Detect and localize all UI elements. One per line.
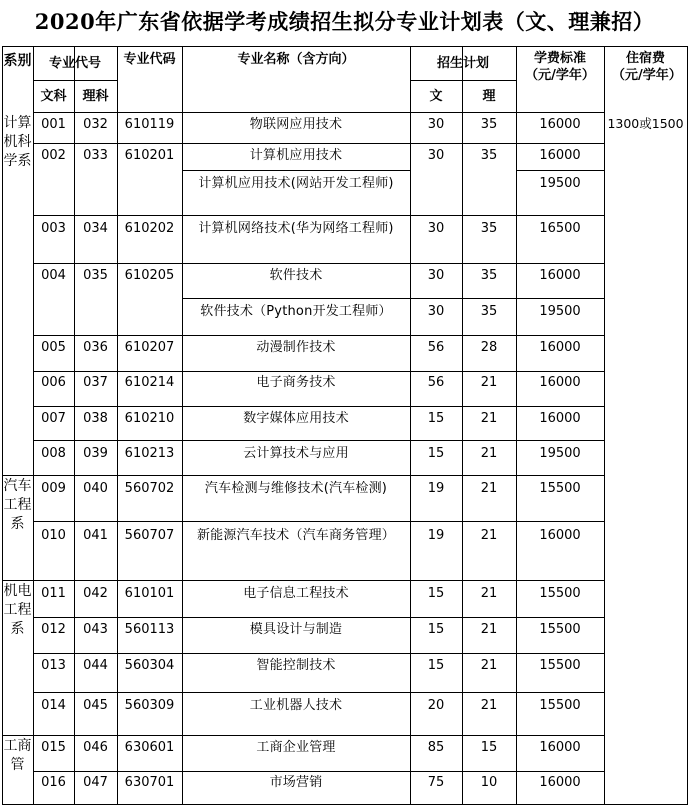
table-cell-like: 044 (83, 658, 108, 673)
header-like: 理科 (82, 88, 109, 104)
table-cell-fee: 16000 (539, 775, 581, 790)
table-cell-plan-li: 35 (480, 221, 498, 236)
table-cell-plan-wen: 19 (427, 481, 445, 496)
table-cell-name: 软件技术 (269, 268, 323, 283)
table-cell-wenke: 003 (41, 221, 66, 236)
table-cell-wenke: 001 (41, 117, 66, 132)
table-cell-wenke: 005 (41, 340, 66, 355)
table-cell-like: 033 (83, 148, 108, 163)
table-cell-name: 市场营销 (269, 775, 323, 790)
table-cell-like: 046 (83, 740, 108, 755)
table-cell-prof-code: 610205 (124, 268, 175, 283)
table-cell-fee: 16000 (539, 117, 581, 132)
table-cell-like: 047 (83, 775, 108, 790)
page-title: 2020年广东省依据学考成绩招生拟分专业计划表（文、理兼招） (34, 9, 655, 34)
table-cell-wenke: 010 (41, 528, 66, 543)
table-cell-plan-wen: 15 (427, 446, 445, 461)
table-cell-plan-wen: 30 (427, 268, 445, 283)
dorm-fee-cell: 1300或1500 (607, 116, 684, 131)
table-cell-wenke: 007 (41, 411, 66, 426)
table-cell-fee: 19500 (539, 304, 581, 319)
table-cell-fee: 16000 (539, 375, 581, 390)
table-cell-prof-code: 630601 (124, 740, 175, 755)
table-border-bottom (2, 804, 688, 805)
table-cell-name: 工业机器人技术 (249, 698, 343, 713)
table-cell-prof-code: 560309 (124, 698, 175, 713)
table-cell-fee: 16000 (539, 148, 581, 163)
table-cell-plan-li: 21 (480, 375, 498, 390)
table-cell-like: 040 (83, 481, 108, 496)
table-cell-fee: 15500 (539, 658, 581, 673)
table-cell-plan-li: 35 (480, 148, 498, 163)
table-cell-name: 模具设计与制造 (249, 622, 343, 637)
header-dorm: 住宿费（元/学年） (612, 51, 682, 83)
table-cell-plan-wen: 75 (427, 775, 445, 790)
table-cell-like: 037 (83, 375, 108, 390)
table-cell-wenke: 009 (41, 481, 66, 496)
header-plan-li: 理 (482, 88, 496, 104)
table-cell-fee: 15500 (539, 586, 581, 601)
table-cell-prof-code: 630701 (124, 775, 175, 790)
table-cell-plan-li: 21 (480, 586, 498, 601)
table-cell-fee: 16000 (539, 411, 581, 426)
header-plan-wen: 文 (429, 88, 443, 104)
table-cell-name: 新能源汽车技术（汽车商务管理） (196, 528, 395, 543)
table-cell-name: 工商企业管理 (256, 740, 336, 755)
table-cell-like: 035 (83, 268, 108, 283)
table-cell-name: 电子商务技术 (256, 375, 336, 390)
table-cell-plan-wen: 15 (427, 411, 445, 426)
table-cell-prof-code: 610201 (124, 148, 175, 163)
table-cell-name: 汽车检测与维修技术(汽车检测) (204, 481, 388, 496)
header-name: 专业名称（含方向） (237, 52, 355, 67)
table-cell-plan-wen: 19 (427, 528, 445, 543)
header-prof-code: 专业代码 (123, 52, 176, 67)
table-cell-prof-code: 610119 (124, 117, 175, 132)
table-cell-name: 软件技术（Python开发工程师） (200, 304, 392, 319)
table-cell-name: 计算机应用技术(网站开发工程师) (198, 176, 394, 191)
column-rule (687, 46, 688, 805)
table-cell-plan-li: 21 (480, 658, 498, 673)
table-cell-like: 034 (83, 221, 108, 236)
table-cell-plan-li: 15 (480, 740, 498, 755)
table-cell-fee: 16000 (539, 740, 581, 755)
table-cell-prof-code: 560304 (124, 658, 175, 673)
table-cell-like: 042 (83, 586, 108, 601)
table-cell-wenke: 002 (41, 148, 66, 163)
table-cell-wenke: 014 (41, 698, 66, 713)
table-cell-plan-wen: 15 (427, 586, 445, 601)
table-cell-fee: 16000 (539, 528, 581, 543)
table-cell-plan-li: 21 (480, 528, 498, 543)
header-major-code: 专业代号 (48, 55, 101, 71)
table-cell-plan-li: 28 (480, 340, 498, 355)
table-cell-plan-wen: 15 (427, 658, 445, 673)
table-cell-plan-li: 21 (480, 622, 498, 637)
table-cell-like: 045 (83, 698, 108, 713)
table-cell-name: 计算机网络技术(华为网络工程师) (198, 221, 394, 236)
table-cell-fee: 15500 (539, 481, 581, 496)
table-cell-plan-wen: 30 (427, 148, 445, 163)
table-cell-like: 036 (83, 340, 108, 355)
header-dept: 系别 (3, 53, 32, 69)
table-cell-name: 数字媒体应用技术 (243, 411, 349, 426)
table-cell-wenke: 012 (41, 622, 66, 637)
table-cell-name: 电子信息工程技术 (243, 586, 349, 601)
table-cell-plan-li: 21 (480, 481, 498, 496)
table-cell-plan-wen: 56 (427, 375, 445, 390)
dept-cell: 工商管 (3, 738, 32, 773)
header-wenke: 文科 (40, 88, 67, 104)
table-cell-like: 038 (83, 411, 108, 426)
table-cell-wenke: 006 (41, 375, 66, 390)
table-cell-plan-li: 35 (480, 117, 498, 132)
table-cell-wenke: 008 (41, 446, 66, 461)
table-cell-plan-li: 35 (480, 304, 498, 319)
table-cell-plan-wen: 30 (427, 304, 445, 319)
table-cell-plan-wen: 30 (427, 221, 445, 236)
table-cell-name: 动漫制作技术 (256, 340, 336, 355)
table-cell-wenke: 015 (41, 740, 66, 755)
table-cell-prof-code: 560702 (124, 481, 175, 496)
table-cell-wenke: 013 (41, 658, 66, 673)
table-cell-prof-code: 610202 (124, 221, 175, 236)
table-cell-prof-code: 560707 (124, 528, 175, 543)
table-cell-plan-li: 21 (480, 446, 498, 461)
table-cell-plan-wen: 20 (427, 698, 445, 713)
table-cell-like: 043 (83, 622, 108, 637)
table-cell-prof-code: 610207 (124, 340, 175, 355)
table-cell-fee: 16000 (539, 340, 581, 355)
table-cell-name: 计算机应用技术 (249, 148, 343, 163)
table-cell-fee: 19500 (539, 446, 581, 461)
table-cell-plan-wen: 30 (427, 117, 445, 132)
table-cell-name: 云计算技术与应用 (243, 446, 349, 461)
table-cell-plan-li: 21 (480, 698, 498, 713)
table-cell-plan-li: 21 (480, 411, 498, 426)
table-cell-prof-code: 610101 (124, 586, 175, 601)
table-cell-wenke: 011 (41, 586, 66, 601)
table-cell-prof-code: 610213 (124, 446, 175, 461)
table-cell-fee: 19500 (539, 176, 581, 191)
table-cell-like: 041 (83, 528, 108, 543)
table-cell-plan-wen: 15 (427, 622, 445, 637)
table-cell-fee: 16500 (539, 221, 581, 236)
table-cell-wenke: 004 (41, 268, 66, 283)
table-cell-prof-code: 610214 (124, 375, 175, 390)
table-cell-plan-li: 10 (480, 775, 498, 790)
table-cell-like: 039 (83, 446, 108, 461)
table-cell-wenke: 016 (41, 775, 66, 790)
table-cell-prof-code: 610210 (124, 411, 175, 426)
table-cell-plan-wen: 85 (427, 740, 445, 755)
dept-cell: 计算机科学系 (3, 115, 32, 169)
table-cell-fee: 16000 (539, 268, 581, 283)
table-cell-plan-li: 35 (480, 268, 498, 283)
table-cell-prof-code: 560113 (124, 622, 175, 637)
table-cell-like: 032 (83, 117, 108, 132)
table-cell-name: 智能控制技术 (256, 658, 336, 673)
header-plan: 招生计划 (436, 55, 489, 71)
header-fee: 学费标准（元/学年） (525, 51, 595, 83)
table-cell-name: 物联网应用技术 (249, 117, 343, 132)
dept-cell: 汽车工程系 (3, 478, 32, 532)
table-cell-fee: 15500 (539, 698, 581, 713)
dept-cell: 机电工程系 (3, 583, 32, 637)
table-cell-plan-wen: 56 (427, 340, 445, 355)
table-cell-fee: 15500 (539, 622, 581, 637)
